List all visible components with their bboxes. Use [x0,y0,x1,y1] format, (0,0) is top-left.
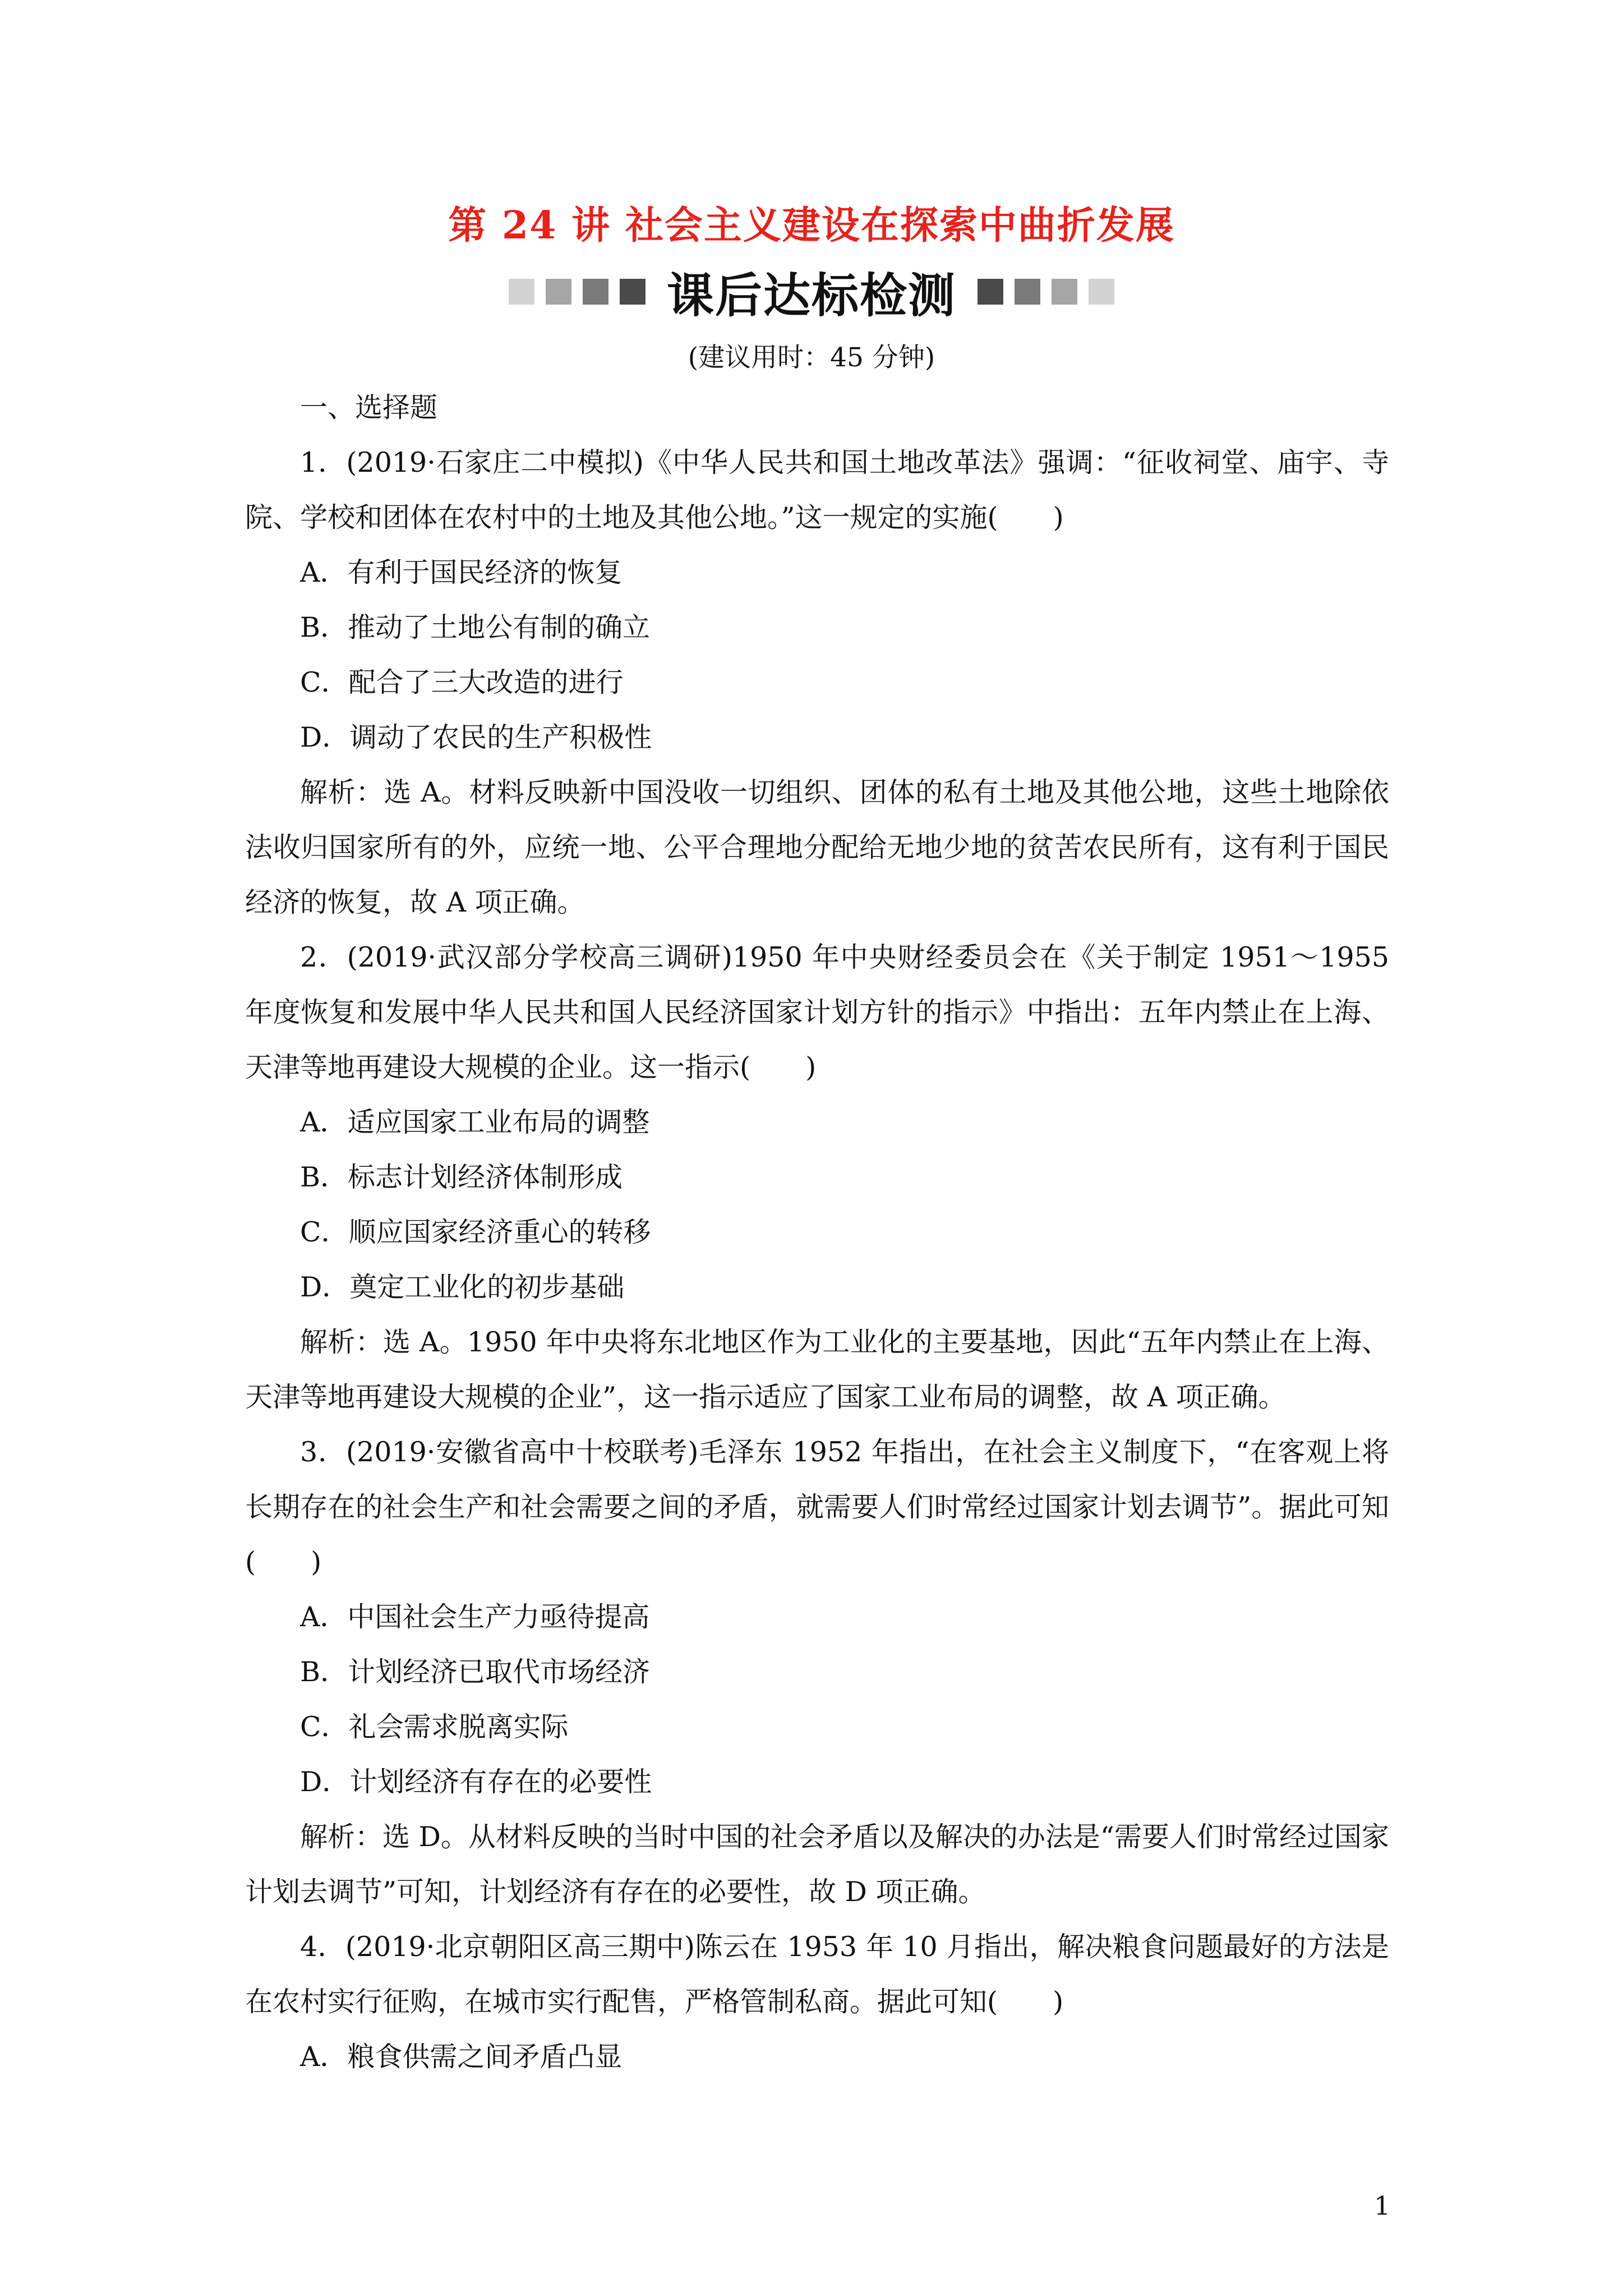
option: B．计划经济已取代市场经济 [300,1656,651,1688]
option: A．适应国家工业布局的调整 [300,1106,650,1138]
decor-square-l2 [546,279,571,305]
decor-square-l1 [509,279,534,305]
question-stem: 4．(2019·北京朝阳区高三期中)陈云在 1953 年 10 月指出，解决粮食问题最好的方法是在农村实行征购，在城市实行配售，严格管制私商。据此可知( ) [245,1931,1389,2018]
decor-square-r3 [1052,279,1077,305]
page-number: 1 [1374,2191,1391,2221]
section-banner [0,264,1623,323]
question-stem: 2．(2019·武汉部分学校高三调研)1950 年中央财经委员会在《关于制定 1951～1955 年度恢复和发展中华人民共和国人民经济国家计划方针的指示》中指出：五年内禁止在上海、天津等地再建设大规模的企业。这一指示( ) [245,941,1389,1083]
option: C．顺应国家经济重心的转移 [300,1216,651,1248]
question-stem: 3．(2019·安徽省高中十校联考)毛泽东 1952 年指出，在社会主义制度下，“在客观上将长期存在的社会生产和社会需要之间的矛盾，就需要人们时常经过国家计划去调节”。据此可知( ) [245,1436,1389,1578]
decor-square-l3 [583,279,608,305]
suggested-time: (建议用时：45 分钟) [688,342,935,373]
option: A．粮食供需之间矛盾凸显 [300,2041,623,2073]
analysis: 解析：选 D。从材料反映的当时中国的社会矛盾以及解决的办法是“需要人们时常经过国家计划去调节”可知，计划经济有存在的必要性，故 D 项正确。 [245,1821,1389,1908]
option: B．标志计划经济体制形成 [300,1161,623,1193]
section-heading: 一、选择题 [300,392,438,424]
decor-square-r1 [978,279,1003,305]
decor-square-l4 [620,279,645,305]
analysis: 解析：选 A。材料反映新中国没收一切组织、团体的私有土地及其他公地，这些土地除依法收归国家所有的外，应统一地、公平合理地分配给无地少地的贫苦农民所有，这有利于国民经济的恢复，故 A 项正确。 [245,776,1389,918]
option: A．有利于国民经济的恢复 [300,556,623,588]
option: D．调动了农民的生产积极性 [300,721,652,753]
decor-square-r4 [1089,279,1114,305]
question-stem: 1．(2019·石家庄二中模拟)《中华人民共和国土地改革法》强调：“征收祠堂、庙宇、寺院、学校和团体在农村中的土地及其他公地。”这一规定的实施( ) [245,447,1389,533]
decor-square-r2 [1015,279,1040,305]
option: D．计划经济有存在的必要性 [300,1766,652,1798]
option: A．中国社会生产力亟待提高 [300,1601,650,1633]
question-content [245,380,1389,2085]
option: C．礼会需求脱离实际 [300,1711,569,1743]
lesson-title: 第 24 讲 社会主义建设在探索中曲折发展 [448,203,1175,248]
option: B．推动了土地公有制的确立 [300,611,651,643]
analysis: 解析：选 A。1950 年中央将东北地区作为工业化的主要基地，因此“五年内禁止在上海、天津等地再建设大规模的企业”，这一指示适应了国家工业布局的调整，故 A 项正确。 [245,1326,1389,1413]
option: D．奠定工业化的初步基础 [300,1271,625,1303]
banner-label: 课后达标检测 [666,268,956,323]
option: C．配合了三大改造的进行 [300,666,624,698]
